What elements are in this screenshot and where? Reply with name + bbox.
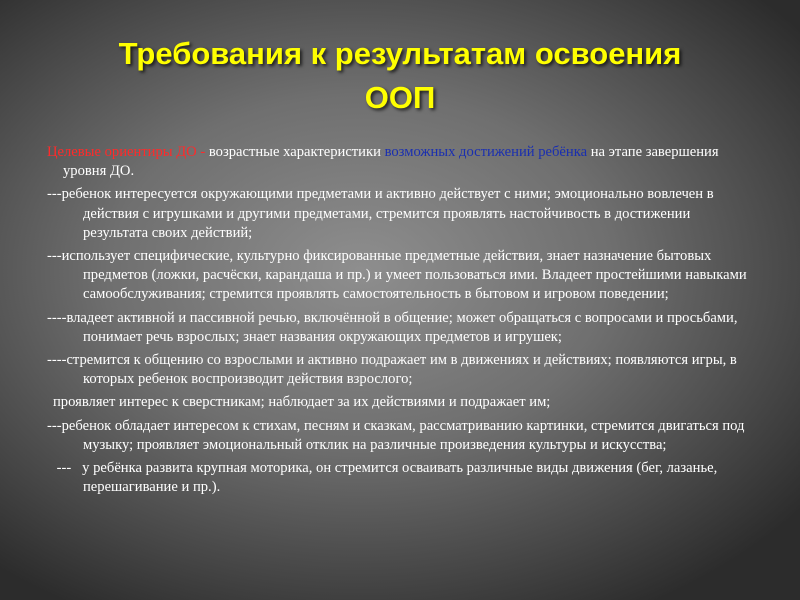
slide-title	[40, 32, 760, 120]
slide-body	[47, 143, 759, 501]
list-item: --- у ребёнка развита крупная моторика, он стремится осваивать различные виды движения (бег, лазанье, перешагивание и пр.).	[53, 460, 721, 496]
title-line-1: Требования к результатам освоения	[118, 36, 682, 71]
list-item: проявляет интерес к сверстникам; наблюдает за их действиями и подражает им;	[53, 394, 551, 411]
lead-definition: возрастные характеристики	[208, 144, 381, 160]
lead-paragraph	[47, 143, 759, 181]
list-item: ----стремится к общению со взрослыми и активно подражает им в движениях и действиях; появляются игры, в которых ребенок воспроизводит действия взрослого;	[47, 352, 737, 388]
list-item: ----владеет активной и пассивной речью, включённой в общение; может обращаться с вопросами и просьбами, понимает речь взрослых; знает названия окружающих предметов и игрушек;	[47, 309, 738, 345]
lead-term: Целевые ориентиры ДО -	[47, 144, 206, 160]
lead-ending: на этапе завершения уровня ДО.	[63, 144, 719, 180]
lead-highlight: возможных достижений ребёнка	[384, 144, 588, 160]
title-line-2: ООП	[364, 80, 436, 115]
list-item: ---ребенок обладает интересом к стихам, песням и сказкам, рассматриванию картинки, стремится двигаться под музыку; проявляет эмоциональный отклик на различные произведения культуры и искусства;	[47, 417, 745, 453]
list-item: ---ребенок интересуется окружающими предметами и активно действует с ними; эмоционально вовлечен в действия с игрушками и другими предметами, стремится проявлять настойчивость в достижении результата своих действий;	[47, 186, 714, 241]
list-item: ---использует специфические, культурно фиксированные предметные действия, знает назначение бытовых предметов (ложки, расчёски, карандаша и пр.) и умеет пользоваться ими. Владеет простейшими навыками самообслуживания; стремится проявлять самостоятельность в бытовом и игровом поведении;	[47, 248, 747, 303]
